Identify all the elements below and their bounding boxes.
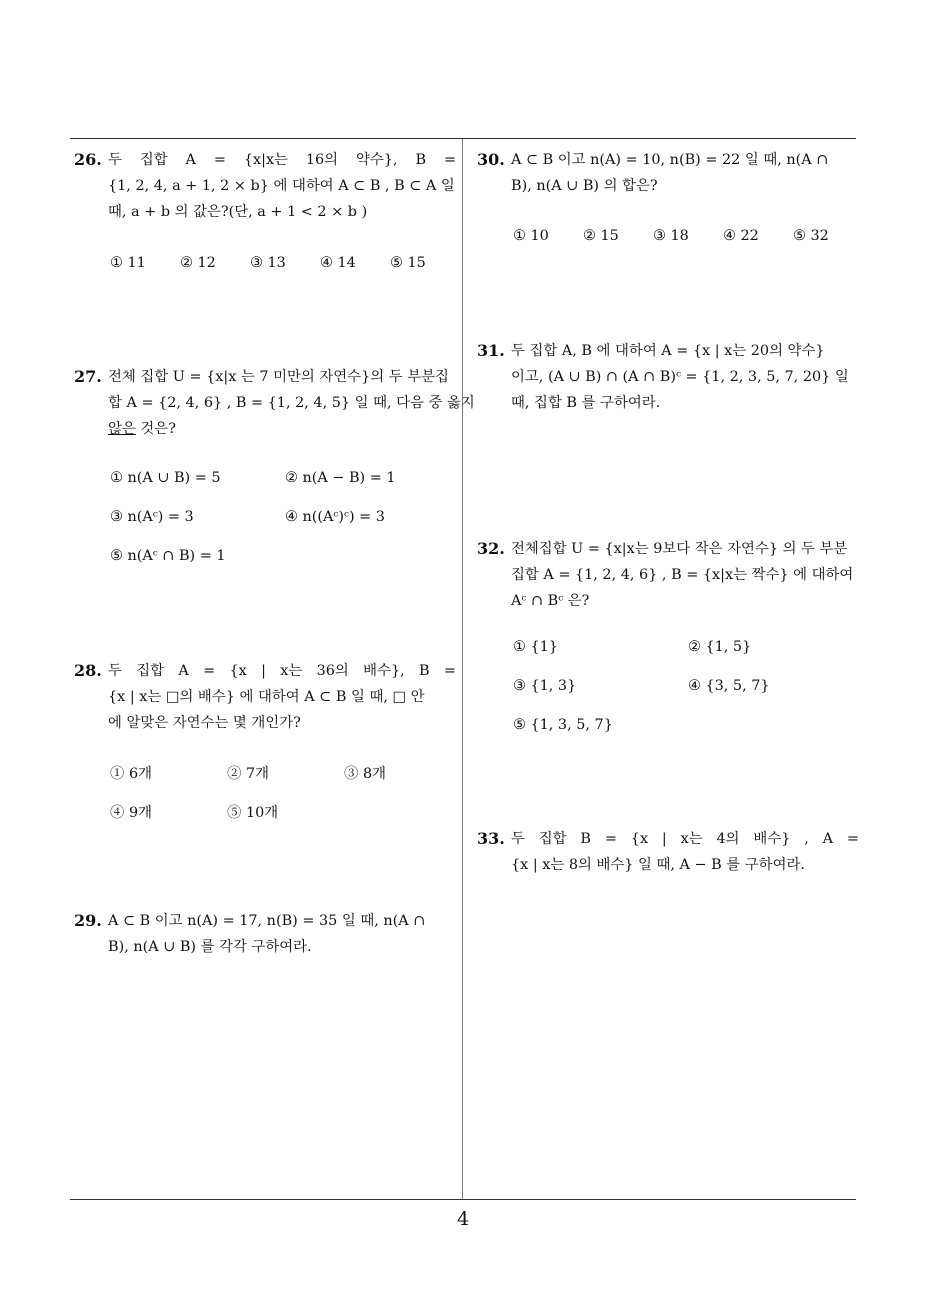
problem-stem bbox=[511, 826, 859, 878]
problem-number: 33. bbox=[477, 829, 505, 848]
choice-2[interactable]: ② {1, 5} bbox=[688, 639, 752, 655]
stem-line: Aᶜ ∩ Bᶜ 은? bbox=[511, 593, 590, 609]
problem-30 bbox=[477, 147, 859, 199]
stem-line: 에 알맞은 자연수는 몇 개인가? bbox=[108, 715, 301, 731]
choice-1[interactable]: ① 10 bbox=[513, 228, 549, 244]
choice-3[interactable]: ③ {1, 3} bbox=[513, 678, 577, 694]
stem-line: 전체 집합 U = {x|x 는 7 미만의 자연수}의 두 부분집 bbox=[108, 369, 449, 385]
stem-line: A ⊂ B 이고 n(A) = 17, n(B) = 35 일 때, n(A ∩ bbox=[108, 913, 426, 929]
choice-5[interactable]: ⑤ 32 bbox=[793, 228, 829, 244]
problem-33 bbox=[477, 826, 859, 878]
problem-stem bbox=[108, 364, 475, 442]
choice-1[interactable]: ① n(A ∪ B) = 5 bbox=[110, 470, 221, 486]
stem-line: 이고, (A ∪ B) ∩ (A ∩ B)ᶜ = {1, 2, 3, 5, 7, 20} 일 bbox=[511, 369, 849, 385]
top-rule bbox=[70, 138, 856, 139]
choice-4[interactable]: ④ {3, 5, 7} bbox=[688, 678, 770, 694]
problem-26 bbox=[74, 147, 456, 225]
problem-number: 31. bbox=[477, 341, 505, 360]
choice-4[interactable]: ④ 9개 bbox=[110, 805, 153, 821]
choice-5[interactable]: ⑤ 10개 bbox=[227, 805, 279, 821]
stem-line: B), n(A ∪ B) 를 각각 구하여라. bbox=[108, 939, 312, 955]
underlined-emphasis: 않은 bbox=[108, 421, 136, 437]
choice-2[interactable]: ② 15 bbox=[583, 228, 619, 244]
problem-32 bbox=[477, 536, 859, 614]
problem-27 bbox=[74, 364, 475, 442]
problem-stem bbox=[511, 338, 859, 416]
stem-line: 때, 집합 B 를 구하여라. bbox=[511, 395, 661, 411]
choice-5[interactable]: ⑤ 15 bbox=[390, 255, 426, 271]
choice-2[interactable]: ② n(A − B) = 1 bbox=[285, 470, 396, 486]
choice-4[interactable]: ④ 22 bbox=[723, 228, 759, 244]
choice-2[interactable]: ② 7개 bbox=[227, 766, 270, 782]
choice-3[interactable]: ③ 8개 bbox=[344, 766, 387, 782]
stem-line: 두 집합 B = {x | x는 4의 배수} , A = bbox=[511, 831, 859, 847]
choice-4[interactable]: ④ 14 bbox=[320, 255, 356, 271]
problem-number: 32. bbox=[477, 539, 505, 558]
column-divider bbox=[462, 139, 463, 1199]
stem-line: A ⊂ B 이고 n(A) = 10, n(B) = 22 일 때, n(A ∩ bbox=[511, 152, 829, 168]
choice-2[interactable]: ② 12 bbox=[180, 255, 216, 271]
problem-31 bbox=[477, 338, 859, 416]
problem-stem bbox=[108, 908, 456, 960]
choice-3[interactable]: ③ 18 bbox=[653, 228, 689, 244]
problem-stem bbox=[108, 658, 456, 736]
stem-line: 전체집합 U = {x|x는 9보다 작은 자연수} 의 두 부분 bbox=[511, 541, 848, 557]
problem-number: 27. bbox=[74, 367, 102, 386]
problem-number: 29. bbox=[74, 911, 102, 930]
choice-3[interactable]: ③ n(Aᶜ) = 3 bbox=[110, 509, 194, 525]
choice-5[interactable]: ⑤ {1, 3, 5, 7} bbox=[513, 717, 613, 733]
stem-line: {x | x는 8의 배수} 일 때, A − B 를 구하여라. bbox=[511, 857, 805, 873]
problem-29 bbox=[74, 908, 456, 960]
problem-stem bbox=[108, 147, 456, 225]
choice-1[interactable]: ① 6개 bbox=[110, 766, 153, 782]
problem-stem bbox=[511, 147, 859, 199]
page-number: 4 bbox=[456, 1208, 470, 1230]
stem-line: 때, a + b 의 값은?(단, a + 1 < 2 × b ) bbox=[108, 204, 368, 220]
stem-line: {1, 2, 4, a + 1, 2 × b} 에 대하여 A ⊂ B , B ⊂ A 일 bbox=[108, 178, 455, 194]
stem-line: 두 집합 A, B 에 대하여 A = {x | x는 20의 약수} bbox=[511, 343, 825, 359]
stem-line: {x | x는 □의 배수} 에 대하여 A ⊂ B 일 때, □ 안 bbox=[108, 689, 425, 705]
problem-stem bbox=[511, 536, 859, 614]
bottom-rule bbox=[70, 1199, 856, 1200]
problem-number: 26. bbox=[74, 150, 102, 169]
problem-number: 28. bbox=[74, 661, 102, 680]
choice-4[interactable]: ④ n((Aᶜ)ᶜ) = 3 bbox=[285, 509, 385, 525]
stem-line: 두 집합 A = {x|x는 16의 약수}, B = bbox=[108, 152, 456, 168]
stem-line: 합 A = {2, 4, 6} , B = {1, 2, 4, 5} 일 때, 다음 중 옳지 bbox=[108, 395, 475, 411]
choice-1[interactable]: ① {1} bbox=[513, 639, 558, 655]
stem-line: 집합 A = {1, 2, 4, 6} , B = {x|x는 짝수} 에 대하여 bbox=[511, 567, 854, 583]
choice-1[interactable]: ① 11 bbox=[110, 255, 146, 271]
stem-line: B), n(A ∪ B) 의 합은? bbox=[511, 178, 658, 194]
choice-3[interactable]: ③ 13 bbox=[250, 255, 286, 271]
stem-line: 두 집합 A = {x | x는 36의 배수}, B = bbox=[108, 663, 456, 679]
stem-line bbox=[108, 416, 456, 442]
choice-5[interactable]: ⑤ n(Aᶜ ∩ B) = 1 bbox=[110, 548, 226, 564]
stem-line-rest: 것은? bbox=[135, 421, 176, 437]
problem-28 bbox=[74, 658, 456, 736]
problem-number: 30. bbox=[477, 150, 505, 169]
